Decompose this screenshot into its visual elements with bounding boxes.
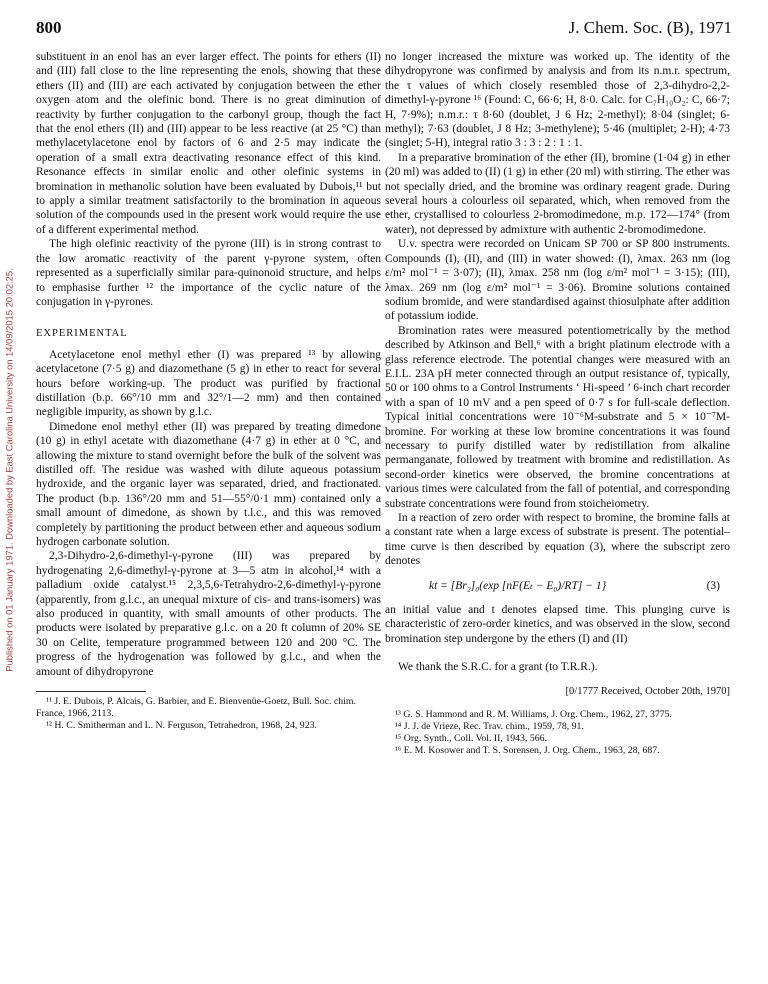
reference: ¹⁵ Org. Synth., Coll. Vol. II, 1943, 566. bbox=[395, 733, 547, 745]
left-column bbox=[36, 50, 381, 732]
equation-body: kt = [Br₂]₀(exp [nF(Eₜ − E₀)/RT] − 1} bbox=[429, 579, 607, 592]
equation bbox=[385, 579, 730, 593]
journal-header: J. Chem. Soc. (B), 1971 bbox=[568, 18, 732, 37]
paragraph: In a preparative bromination of the ether (II), bromine (1·04 g) in ether (20 ml) was added to (II) (1 g) in ether (20 ml) with stirring. The ether was not specially dried, and the bromine was ordinary reagent grade. During several hours a colourless oil separated, which, when removed from the ether, crystallised to colourless 2-bromodimedone, m.p. 172—174° (from water), not depressed by admixture with authentic 2-bromodimedone. bbox=[385, 151, 730, 236]
paragraph: substituent in an enol has an ever larger effect. The points for ethers (II) and (III) fall close to the line representing the enols, showing that these ethers (II) and (III) are each activated by conjugation between the ether oxygen atom and the olefinic bond. There is no great diminution of reactivity by further conjugation to the carbonyl group, though the fact that the enol ethers (II) and (III) appear to be less reactive (at 25 °C) than methylacetylacetone enol by factors of 6 and 2·5 may indicate the operation of a small extra deactivating resonance effect of this kind. Resonance effects in similar enolic and other olefinic systems in bromination in methanolic solution have been evaluated by Dubois,¹¹ but to apply a similar treatment satisfactorily to the bromination in aqueous solution of the compounds used in the present work would require the use of a different experimental method. bbox=[36, 51, 381, 236]
download-notice: Published on 01 January 1971. Downloaded by East Carolina University on 14/09/2015 20:02:25. bbox=[3, 268, 15, 672]
equation-number: (3) bbox=[706, 579, 720, 592]
reference: ¹⁶ E. M. Kosower and T. S. Sorensen, J. Org. Chem., 1963, 28, 687. bbox=[395, 745, 660, 757]
received-date: [0/1777 Received, October 20th, 1970] bbox=[565, 685, 730, 697]
paragraph: U.v. spectra were recorded on Unicam SP 700 or SP 800 instruments. Compounds (I), (II), and (III) in water showed: (I), λmax. 263 nm (log ε/m² mol⁻¹ = 3·07); (II), λmax. 258 nm (log ε/m² mol⁻¹ = 3·15); (III), λmax. 269 nm (log ε/m² mol⁻¹ = 3·06). Bromine solutions contained sodium bromide, and were standardised against thiosulphate after addition of potassium iodide. bbox=[385, 238, 730, 323]
footnotes bbox=[385, 709, 730, 757]
paragraph: In a reaction of zero order with respect to bromine, the bromine falls at a constant rate when a large excess of substrate is present. The potential–time curve is then described by equation (3), where the subscript zero denotes bbox=[385, 512, 730, 568]
paragraph: an initial value and t denotes elapsed time. This plunging curve is characteristic of zero-order kinetics, and was observed in the slow, second bromination step undergone by the ethers (I) and (II) bbox=[385, 604, 730, 645]
reference: ¹² H. C. Smitherman and L. N. Ferguson, Tetrahedron, 1968, 24, 923. bbox=[46, 720, 317, 732]
right-column bbox=[385, 50, 730, 757]
paragraph: The high olefinic reactivity of the pyrone (III) is in strong contrast to the low aromatic reactivity of the parent γ-pyrone system, often represented as a superficially similar para-quinonoid structure, and helps to emphasise further ¹² the importance of the cyclic nature of the conjugation in γ-pyrones. bbox=[36, 238, 381, 308]
paragraph: 2,3-Dihydro-2,6-dimethyl-γ-pyrone (III) was prepared by hydrogenating 2,6-dimethyl-γ-pyrone at 3—5 atm in alcohol,¹⁴ with a palladium oxide catalyst.¹⁵ 2,3,5,6-Tetrahydro-2,6-dimethyl-γ-pyrone (apparently, from g.l.c., an unequal mixture of cis- and trans-isomers) was also produced in quantity, with small amounts of other products. The products were isolated by preparative g.l.c. on a 20 ft column of 20% SE 30 on Celite, temperature programmed between 120 and 200 °C. The progress of the hydrogenation was followed by g.l.c., and when the amount of dihydropyrone bbox=[36, 550, 381, 678]
reference: ¹¹ J. E. Dubois, P. Alcais, G. Barbier, and E. Bienvenüe-Goetz, Bull. Soc. chim. France, 1966, 2113. bbox=[36, 696, 356, 720]
section-heading: EXPERIMENTAL bbox=[36, 328, 128, 340]
page-number: 800 bbox=[36, 18, 62, 37]
footnote-rule bbox=[36, 691, 146, 692]
paragraph: Bromination rates were measured potentiometrically by the method described by Atkinson and Bell,⁶ with a bright platinum electrode with a glass reference electrode. The potential changes were measured with an E.I.L. 23A pH meter connected through an output resistance of, typically, 50 or 100 ohms to a Control Instruments ‘ Hi-speed ’ 6-inch chart recorder with a span of 10 mV and a pen speed of 0·7 s for full-scale deflection. Typical initial concentrations were 10⁻⁶M-substrate and 5 × 10⁻⁷M-bromine. For working at these low bromine concentrations it was found necessary to purify distilled water by redistillation from alkaline permanganate, followed by treatment with bromine and redistillation. As second-order kinetics were observed, the bromine concentrations at various times were calculated from the fall of potential, and corresponding substrate concentrations were found from stoicheiometry. bbox=[385, 324, 730, 510]
reference: ¹⁴ J. J. de Vrieze, Rec. Trav. chim., 1959, 78, 91. bbox=[395, 721, 584, 733]
reference: ¹³ G. S. Hammond and R. M. Williams, J. Org. Chem., 1962, 27, 3775. bbox=[395, 709, 672, 721]
paragraph: no longer increased the mixture was worked up. The identity of the dihydropyrone was confirmed by analysis and from its n.m.r. spectrum, the τ values of which closely resembled those of 2,3-dihydro-2,2-dimethyl-γ-pyrone ¹⁶ (Found: C, 66·6; H, 8·0. Calc. for C₇H₁₀O₂: C, 66·7; H, 7·9%); n.m.r.: τ 8·60 (doublet, J 6 Hz; 2-methyl); 8·04 (singlet; 6-methyl); 7·63 (doublet, J 8 Hz; 3-methylene); 5·46 (multiplet; 2-H); 4·73 (singlet; 5-H), integral ratio 3 : 3 : 2 : 1 : 1. bbox=[385, 51, 730, 150]
acknowledgement: We thank the S.R.C. for a grant (to T.R.R.). bbox=[398, 661, 598, 674]
paragraph: Acetylacetone enol methyl ether (I) was prepared ¹³ by allowing acetylacetone (7·5 g) and diazomethane (5 g) in ether to react for several hours before working-up. The product was purified by fractional distillation (b.p. 66°/10 mm and 32°/1—2 mm) and then contained negligible impurity, as shown by g.l.c. bbox=[36, 348, 381, 419]
paragraph: Dimedone enol methyl ether (II) was prepared by treating dimedone (10 g) in ethyl acetate with diazomethane (4·7 g) in ether at 0 °C, and allowing the mixture to stand overnight before the bulk of the solvent was distilled off. The residue was washed with dilute aqueous potassium hydroxide, and the organic layer was separated, dried, and fractionated. The product (b.p. 136°/20 mm and 51—55°/0·1 mm) contained only a small amount of dimedone, as shown by t.l.c., and this was removed completely by partitioning the product between ether and aqueous sodium hydrogen carbonate solution. bbox=[36, 420, 381, 548]
footnotes bbox=[36, 696, 381, 732]
